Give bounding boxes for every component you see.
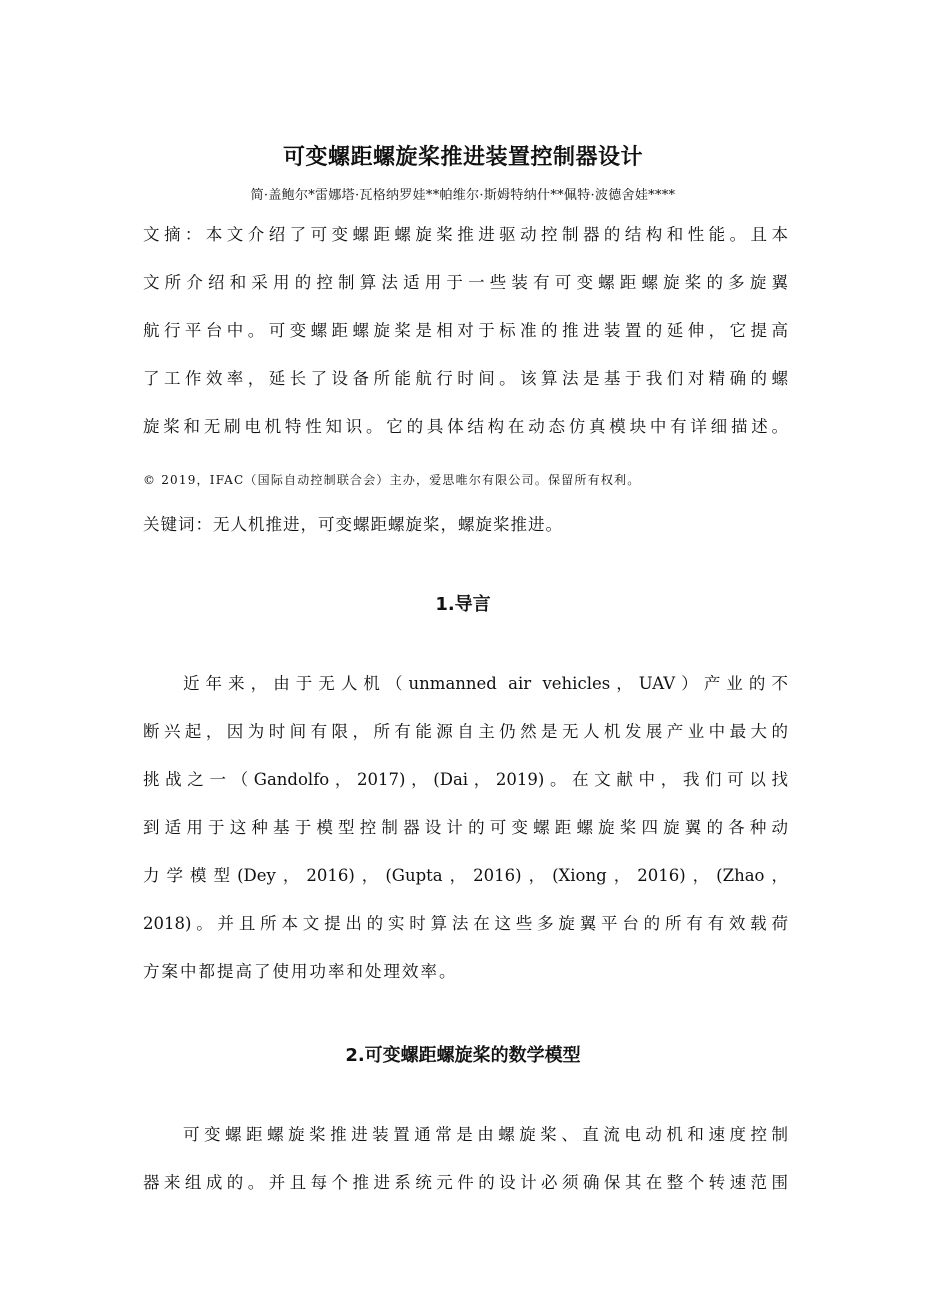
author-list: 简·盖鲍尔*雷娜塔·瓦格纳罗娃**帕维尔·斯姆特纳什**佩特·波德舍娃**** [250, 188, 676, 203]
abstract-line: 了工作效率，延长了设备所能航行时间。该算法是基于我们对精确的螺 [143, 369, 788, 388]
keywords: 关键词：无人机推进，可变螺距螺旋桨，螺旋桨推进。 [143, 515, 563, 534]
section-1-line: 挑战之一（Gandolfo，2017)，(Dai，2019)。在文献中，我们可以找 [143, 770, 788, 789]
section-2-line: 可变螺距螺旋桨推进装置通常是由螺旋桨、直流电动机和速度控制 [183, 1125, 788, 1144]
section-1-line: 断兴起，因为时间有限，所有能源自主仍然是无人机发展产业中最大的 [143, 722, 788, 741]
abstract-line: 航行平台中。可变螺距螺旋桨是相对于标准的推进装置的延伸，它提高 [143, 321, 788, 340]
section-1-heading: 1.导言 [435, 594, 491, 615]
abstract-line: 文所介绍和采用的控制算法适用于一些装有可变螺距螺旋桨的多旋翼 [143, 273, 788, 292]
section-2-heading: 2.可变螺距螺旋桨的数学模型 [345, 1045, 581, 1066]
abstract-line: 文摘：本文介绍了可变螺距螺旋桨推进驱动控制器的结构和性能。且本 [143, 225, 788, 244]
abstract-line: 旋桨和无刷电机特性知识。它的具体结构在动态仿真模块中有详细描述。 [143, 417, 788, 436]
section-2-line: 器来组成的。并且每个推进系统元件的设计必须确保其在整个转速范围 [143, 1173, 788, 1192]
section-1-line: 方案中都提高了使用功率和处理效率。 [143, 962, 458, 981]
paper-title: 可变螺距螺旋桨推进装置控制器设计 [282, 145, 643, 170]
copyright-notice: © 2019，IFAC（国际自动控制联合会）主办，爱思唯尔有限公司。保留所有权利。 [143, 473, 641, 487]
section-1-line: 到适用于这种基于模型控制器设计的可变螺距螺旋桨四旋翼的各种动 [143, 818, 788, 837]
section-1-line: 2018)。并且所本文提出的实时算法在这些多旋翼平台的所有有效载荷 [143, 914, 788, 933]
section-1-line: 力学模型(Dey，2016)，(Gupta，2016)，(Xiong，2016)，(Zhao， [143, 866, 788, 885]
section-1-line: 近年来，由于无人机（unmanned air vehicles，UAV）产业的不 [183, 674, 788, 693]
